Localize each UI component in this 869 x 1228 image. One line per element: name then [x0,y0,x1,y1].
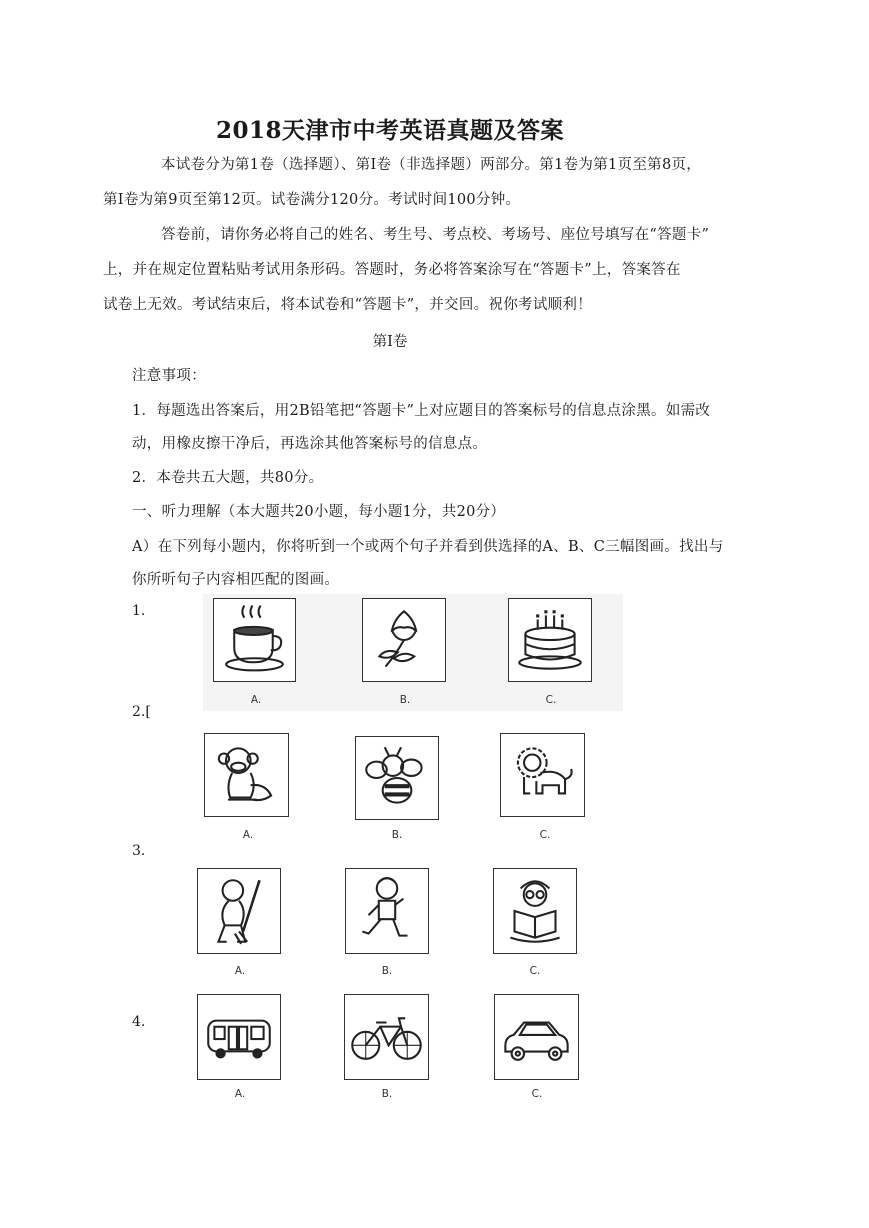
option-label: A. [234,1088,246,1100]
option-label: B. [399,694,411,706]
intro-line: 本试卷分为第1卷（选择题）、第Ⅰ卷（非选择题）两部分。第1卷为第1页至第8页， [161,157,702,173]
option-label: B. [381,965,393,977]
boy-sweeping-icon[interactable] [197,868,281,954]
part-a-line-1: A）在下列每小题内，你将听到一个或两个句子并看到供选择的A、B、C三幅图画。找出与 [132,539,724,555]
option-label: A. [234,965,246,977]
page-title: 2018天津市中考英语真题及答案 [215,117,564,144]
bee-icon[interactable] [355,736,439,820]
option-label: C. [539,829,551,841]
note-2: 2．本卷共五大题，共80分。 [132,470,324,486]
question-4-number: 4. [132,1014,146,1030]
note-1-line-1: 1．每题选出答案后，用2B铅笔把“答题卡”上对应题目的答案标号的信息点涂黑。如需改 [132,403,711,419]
flower-icon[interactable] [362,598,446,682]
coffee-cup-icon[interactable] [213,598,296,682]
lion-icon[interactable] [500,733,585,817]
bus-icon[interactable] [197,994,281,1080]
part-a-line-2: 你所听句子内容相匹配的图画。 [132,572,340,588]
notes-heading: 注意事项： [132,368,206,384]
option-label: C. [529,965,541,977]
intro-line: 上，并在规定位置粘贴考试用条形码。答题时，务必将答案涂写在“答题卡”上，答案答在 [103,262,681,278]
option-label: C. [531,1088,543,1100]
section-title: 第Ⅰ卷 [372,334,408,350]
question-1-number: 1. [132,603,146,619]
option-label: A. [242,829,254,841]
option-label: B. [381,1088,393,1100]
option-label: A. [250,694,262,706]
boy-reading-icon[interactable] [493,868,577,954]
note-1-line-2: 动，用橡皮擦干净后，再选涂其他答案标号的信息点。 [132,436,488,452]
part-1-heading: 一、听力理解（本大题共20小题，每小题1分，共20分） [132,504,506,520]
intro-line: 试卷上无效。考试结束后，将本试卷和“答题卡”，并交回。祝你考试顺利！ [103,297,593,313]
intro-paragraph-2 [103,218,747,323]
birthday-cake-icon[interactable] [508,598,592,682]
option-label: C. [545,694,557,706]
intro-paragraph-1 [103,148,747,218]
monkey-icon[interactable] [204,733,289,817]
car-icon[interactable] [494,994,579,1080]
question-3-number: 3. [132,843,146,859]
intro-line: 答卷前，请你务必将自己的姓名、考生号、考点校、考场号、座位号填写在“答题卡” [161,227,710,243]
option-label: B. [391,829,403,841]
intro-line: 第Ⅰ卷为第9页至第12页。试卷满分120分。考试时间100分钟。 [103,192,521,208]
bicycle-icon[interactable] [344,994,429,1080]
boy-running-icon[interactable] [345,868,429,954]
question-2-number: 2.[ [132,704,151,720]
